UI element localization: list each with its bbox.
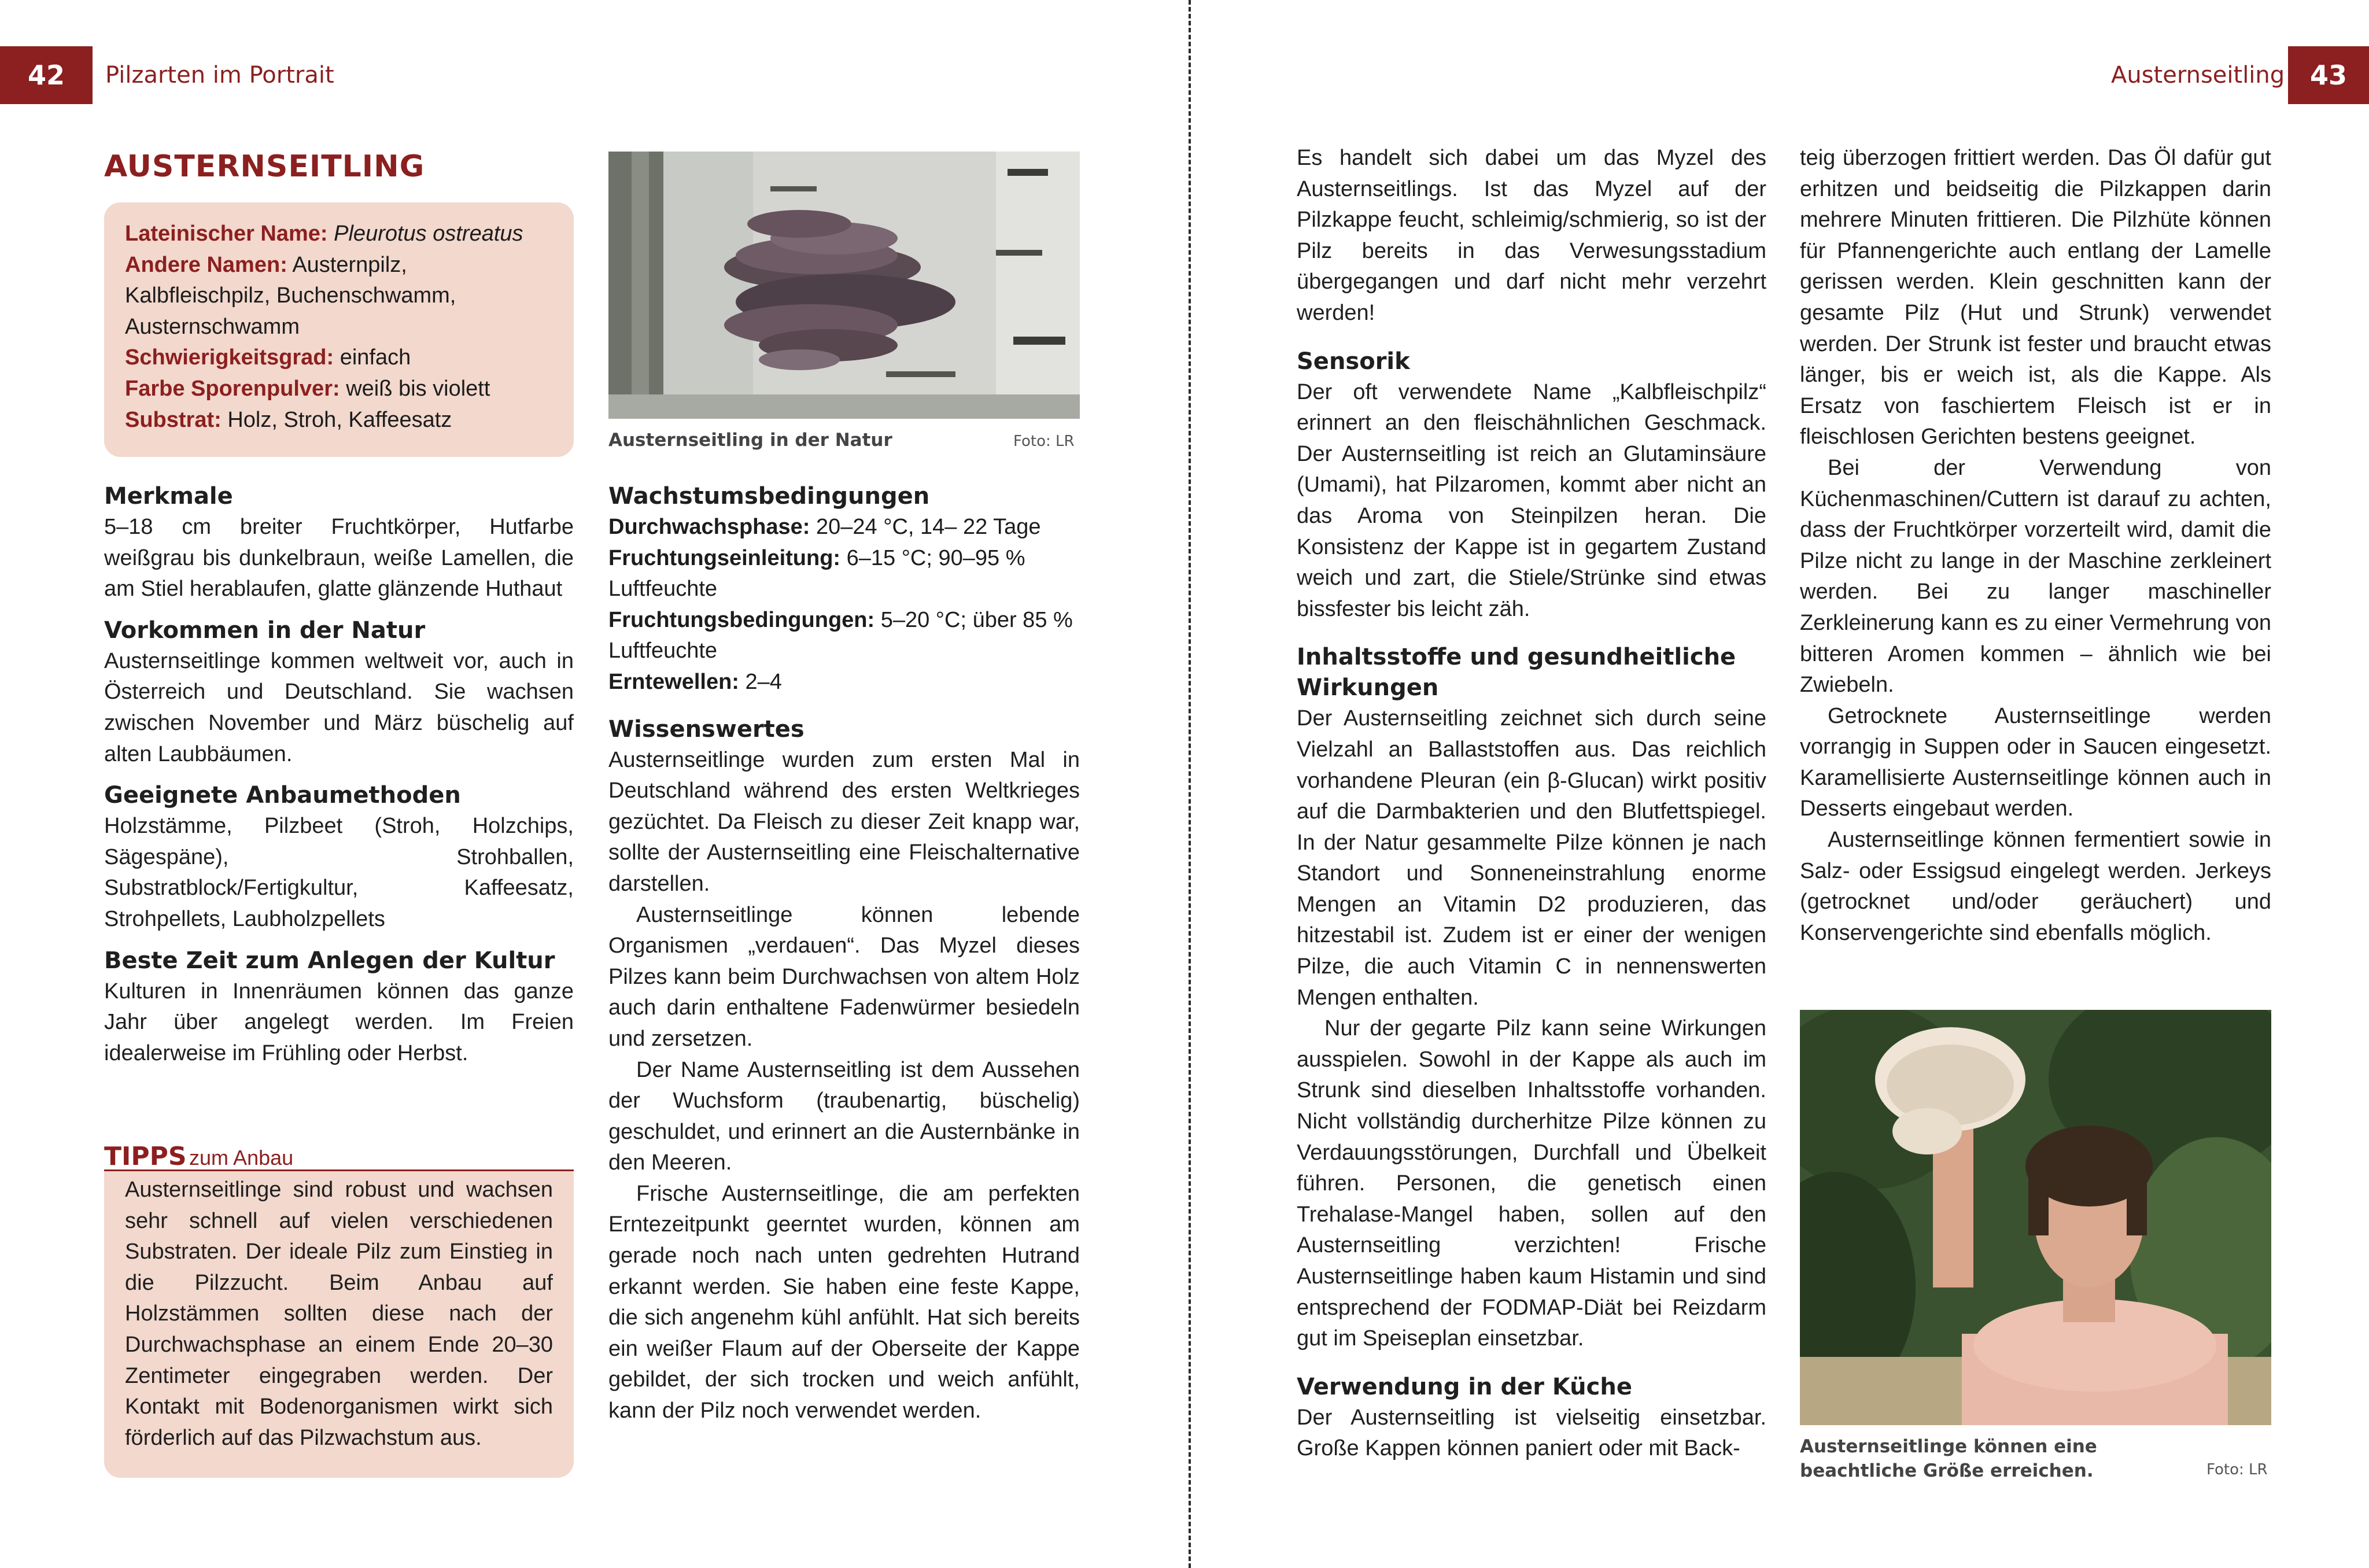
left-column [104,481,574,1069]
wissenswertes-paragraph: Der Name Austernseitling ist dem Aussehen der Wuchsform (traubenartig, büschelig) geschuldet, und erinnert an die Austernbänke in den Meeren. [608,1057,1080,1175]
page-spine-divider [1189,0,1191,1568]
verwendung-text: Der Austernseitling ist vielseitig einsetzbar. Große Kappen können paniert oder mit Back- [1297,1405,1766,1461]
wachstum-erntewellen: Erntewellen: 2–4 [608,669,782,694]
wissenswertes-paragraph: Austernseitlinge können lebende Organismen „verdauen“. Das Myzel dieses Pilzes kann beim Durchwachsen von altem Holz auch darin enthaltene Fadenwürmer besiedeln und zersetzen. [608,902,1080,1051]
tips-header [104,1142,574,1172]
mushroom-on-trunk-illustration [608,152,1080,419]
tips-text: Austernseitlinge sind robust und wachsen sehr schnell auf vielen verschiedenen Substraten. Der ideale Pilz zum Einstieg in die Pilzzucht. Beim Anbau auf Holzstämmen sollten diese nach der Durchwachsphase an einem Ende 20–30 Zentimeter eingegraben werden. Der Kontakt mit Bodenorganismen wirkt sich förderlich auf das Pilzwachstum aus. [125,1178,553,1450]
right-column-2 [1800,143,2271,949]
anbaumethoden-heading: Geeignete Anbaumethoden [104,782,461,809]
anbaumethoden-text: Holzstämme, Pilzbeet (Stroh, Holzchips, Sägespäne), Strohballen, Substratblock/Fertigkultur, Kaffeesatz, Strohpellets, Laubholzpellets [104,814,574,931]
page-number-right: 43 [2288,46,2369,104]
tips-box [104,1171,574,1478]
running-title-left: Pilzarten im Portrait [105,62,334,88]
photo1-caption: Austernseitling in der Natur [608,430,892,451]
info-latin-name: Lateinischer Name: Pleurotus ostreatus [125,222,523,246]
inhaltsstoffe-paragraph: Der Austernseitling zeichnet sich durch seine Vielzahl an Ballaststoffen aus. Das reichlich vorhandene Pleuran (ein β-Glucan) wirkt positiv auf die Darmbakterien und den Blutfettspiegel. In der Natur gesammelte Pilze können je nach Standort und Sonneneinstrahlung enorme Mengen an Vitamin D2 produzieren, das hitzestabil ist. Zudem ist er einer der wenigen Pilze, die auch Vitamin C in nennenswerten Mengen enthalten. [1297,706,1766,1010]
running-title-right: Austernseitling [2111,62,2285,88]
verwendung-heading: Verwendung in der Küche [1297,1373,1632,1400]
mushroom-nature-photo [608,152,1080,419]
info-other-names: Andere Namen: Austernpilz, Kalbfleischpilz, Buchenschwamm, Austernschwamm [125,252,456,339]
article-title: AUSTERNSEITLING [104,149,425,184]
right-column-1 [1297,143,1766,1464]
sensorik-heading: Sensorik [1297,348,1410,375]
info-spore-color: Farbe Sporenpulver: weiß bis violett [125,376,490,401]
wachstum-fruchtungsbedingungen: Fruchtungsbedingungen: 5–20 °C; über 85 % Luftfeuchte [608,607,1073,663]
man-holding-mushroom-photo [1800,1010,2271,1425]
info-substrate: Substrat: Holz, Stroh, Kaffeesatz [125,407,452,432]
wachstum-heading: Wachstumsbedingungen [608,483,930,510]
kueche-paragraph: Austernseitlinge können fermentiert sowie in Salz- oder Essigsud eingelegt werden. Jerkeys (getrocknet und/oder geräuchert) und Konservengerichte sind ebenfalls möglich. [1800,828,2271,945]
wissenswertes-heading: Wissenswertes [608,715,805,743]
merkmale-text: 5–18 cm breiter Fruchtkörper, Hutfarbe weißgrau bis dunkelbraun, weiße Lamellen, die am Stiel herablaufen, glatte glänzende Huthaut [104,515,574,602]
wachstum-durchwachsphase: Durchwachsphase: 20–24 °C, 14– 22 Tage [608,515,1041,539]
tips-heading: TIPPS [104,1142,187,1171]
person-with-mushroom-illustration [1800,1010,2271,1425]
photo2-credit: Foto: LR [2206,1461,2268,1478]
vorkommen-heading: Vorkommen in der Natur [104,617,426,644]
kueche-paragraph: teig überzogen frittiert werden. Das Öl dafür gut erhitzen und beidseitig die Pilzkappen darin mehrere Minuten frittieren. Die Pilzhüte können für Pfannengerichte auch entlang der Lamelle gerissen werden. Klein geschnitten kann der gesamte Pilz (Hut und Strunk) verwendet werden. Der Strunk ist fester und braucht etwas länger, bis er weich ist, als die Kappe. Als Ersatz von faschiertem Fleisch ist er in fleischlosen Gerichten bestens geeignet. [1800,146,2271,449]
inhaltsstoffe-heading: Inhaltsstoffe und gesundheitliche Wirkungen [1297,644,1736,702]
middle-column [608,481,1080,1427]
photo2-caption: Austernseitlinge können eine beachtliche Größe erreichen. [1800,1436,2097,1481]
wissenswertes-paragraph: Frische Austernseitlinge, die am perfekten Erntezeitpunkt geerntet wurden, können am gerade noch nach unten gedrehten Hutrand erkannt werden. Sie haben eine feste Kappe, die sich angenehm kühl anfühlt. Hat sich bereits ein weißer Flaum auf der Oberseite der Kappe gebildet, der sich trocken und weich anfühlt, kann der Pilz noch verwendet werden. [608,1181,1080,1423]
wissenswertes-paragraph: Austernseitlinge wurden zum ersten Mal in Deutschland während des ersten Weltkrieges gezüchtet. Da Fleisch zu dieser Zeit knapp war, sollte der Austernseitling eine Fleischalternative darstellen. [608,747,1080,896]
tips-subheading: zum Anbau [189,1146,294,1169]
vorkommen-text: Austernseitlinge kommen weltweit vor, auch in Österreich und Deutschland. Sie wachsen zwischen November und März büschelig auf alten Laubbäumen. [104,648,574,766]
beste-zeit-text: Kulturen in Innenräumen können das ganze Jahr über angelegt werden. Im Freien idealerweise im Frühling oder Herbst. [104,979,574,1065]
kueche-paragraph: Bei der Verwendung von Küchenmaschinen/Cuttern ist darauf zu achten, dass der Fruchtkörper vorzerteilt wird, damit die Pilze nicht zu lange in der Maschine zerkleinert werden. Bei zu langer maschineller Zerkleinerung kann es zu einer Vermehrung von bitteren Aromen kommen – ähnlich wie bei Zwiebeln. [1800,455,2271,698]
photo1-credit: Foto: LR [1013,433,1075,450]
sensorik-text: Der oft verwendete Name „Kalbfleischpilz“ erinnert an den fleischähnlichen Geschmack. Der Austernseitling ist reich an Glutaminsäure (Umami), hat Pilzaromen, kommt aber nicht an das Aroma von Steinpilzen heran. Die Konsistenz der Kappe ist in gegartem Zustand weich und zart, die Stiele/Strünke sind etwas bissfester bis leicht zäh. [1297,379,1766,621]
merkmale-heading: Merkmale [104,483,233,510]
inhaltsstoffe-paragraph: Nur der gegarte Pilz kann seine Wirkungen ausspielen. Sowohl in der Kappe als auch im Strunk sind dieselben Inhaltsstoffe vorhanden. Nicht vollständig durcherhitze Pilze können zu Verdauungsstörungen, Durchfall und Übelkeit führen. Personen, die genetisch einen Trehalase-Mangel haben, sollen auf den Austernseitling verzichten! Frische Austernseitlinge haben kaum Histamin und sind entsprechend der FODMAP-Diät bei Reizdarm gut im Speiseplan einsetzbar. [1297,1016,1766,1351]
myzel-intro-text: Es handelt sich dabei um das Myzel des Austernseitlings. Ist das Myzel auf der Pilzkappe feucht, schleimig/schmierig, so ist der Pilz bereits in das Verwesungsstadium übergegangen und darf nicht mehr verzehrt werden! [1297,146,1766,325]
page-number-left: 42 [0,46,93,104]
species-info-box [104,202,574,457]
beste-zeit-heading: Beste Zeit zum Anlegen der Kultur [104,947,555,974]
info-difficulty: Schwierigkeitsgrad: einfach [125,345,411,370]
wachstum-fruchtungseinleitung: Fruchtungseinleitung: 6–15 °C; 90–95 % Luftfeuchte [608,545,1025,602]
kueche-paragraph: Getrocknete Austernseitlinge werden vorrangig in Suppen oder in Saucen eingesetzt. Karamellisierte Austernseitlinge können auch in Desserts eingebaut werden. [1800,703,2271,821]
